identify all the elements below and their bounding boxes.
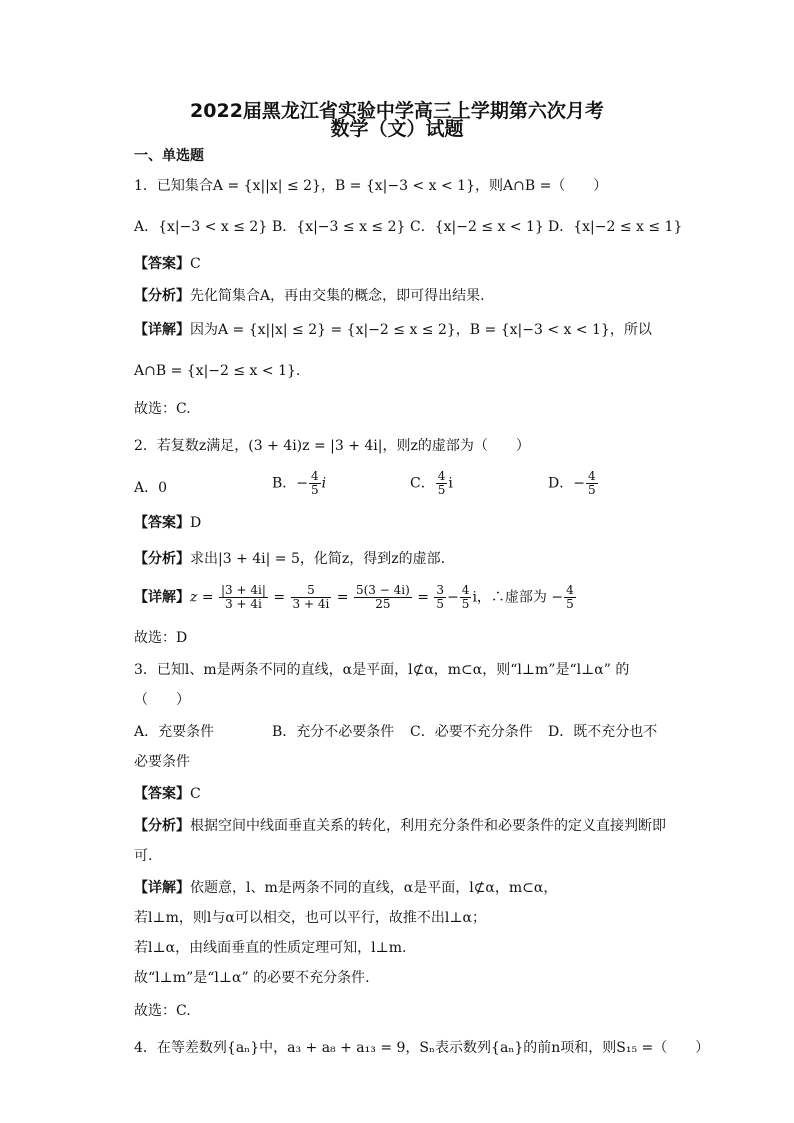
denominator: 5 [566,597,574,611]
q1-option-b: B．{x|−3 ≤ x ≤ 2} [272,219,406,235]
answer-value: C [190,786,201,802]
numerator: 5(3 − 4i) [355,583,410,597]
detail-text: 依题意，l、m是两条不同的直线，α是平面，l⊄α，m⊂α， [190,880,558,896]
analysis-text: 求出|3 + 4i| = 5，化简z，得到z的虚部. [190,551,446,567]
denominator: 5 [436,597,445,611]
q3-option-c: C．必要不充分条件 [410,724,533,740]
q2-answer [134,513,674,533]
q3-option-b: B．充分不必要条件 [272,724,395,740]
q3-analysis [134,816,674,836]
answer-value: C [190,256,201,272]
q3-option-a: A．充要条件 [134,724,215,740]
q1-answer [134,254,674,274]
fraction [291,584,332,611]
numerator: 4 [311,469,319,483]
denominator: 3 + 4i [292,597,330,611]
q2-stem: 2．若复数z满足，(3 + 4i)z = |3 + 4i|，则z的虚部为（ ） [134,438,530,454]
fraction [354,584,412,611]
q2-detail [134,584,674,618]
denominator: 5 [461,597,470,611]
detail-label: 【详解】 [134,589,190,606]
fraction [309,470,321,497]
q3-analysis-cont: 可. [134,848,153,864]
math-text: z = [190,589,214,606]
q3-detail-2: 若l⊥m，则l与α可以相交，也可以平行，故推不出l⊥α； [134,910,486,926]
option-prefix: C． [410,475,435,492]
q3-stem: 3．已知l、m是两条不同的直线，α是平面，l⊄α，m⊂α，则“l⊥m”是“l⊥α” 的 [134,662,630,678]
answer-value: D [190,515,202,531]
q3-option-d: D．既不充分也不 [548,724,658,740]
exam-subtitle: 数学（文）试题 [330,118,464,140]
q2-conclusion: 故选：D [134,630,188,646]
q2-option-c [410,470,453,497]
q3-detail-3: 若l⊥α，由线面垂直的性质定理可知，l⊥m. [134,940,407,956]
numerator: |3 + 4i| [221,583,266,597]
answer-label: 【答案】 [134,786,190,802]
fraction [460,584,472,611]
option-suffix: i [448,475,453,492]
numerator: 4 [566,583,574,597]
fraction [586,470,598,497]
q1-option-c: C．{x|−2 ≤ x < 1} [410,219,544,235]
fraction [564,584,576,611]
analysis-label: 【分析】 [134,551,190,567]
q1-conclusion: 故选：C. [134,401,191,417]
q2-analysis [134,549,674,569]
denominator: 5 [587,483,596,497]
option-prefix: B．− [272,475,309,492]
math-text: − [447,589,459,606]
numerator: 4 [461,583,470,597]
denominator: 5 [437,483,446,497]
math-text: = [336,589,349,606]
fraction [436,470,448,497]
fraction [434,584,446,611]
q4-stem: 4．在等差数列{aₙ}中，a₃ + a₈ + a₁₃ = 9，Sₙ表示数列{aₙ}的前n项和，则S₁₅ =（ ） [134,1040,710,1056]
numerator: 4 [587,469,596,483]
answer-label: 【答案】 [134,515,190,531]
q3-answer [134,784,674,804]
q1-analysis [134,286,674,306]
q1-detail [134,320,674,340]
q1-option-d: D．{x|−2 ≤ x ≤ 1} [548,219,683,235]
q2-option-a: A．0 [134,480,168,496]
option-suffix: i [321,475,327,492]
numerator: 5 [291,584,332,598]
analysis-text: 先化简集合A，再由交集的概念，即可得出结果. [190,288,485,304]
numerator: 4 [437,469,446,483]
q1-detail-cont: A∩B = {x|−2 ≤ x < 1}. [134,363,301,379]
q2-option-b [272,470,326,497]
q1-option-a: A．{x|−3 < x ≤ 2} [134,219,268,235]
analysis-text: 根据空间中线面垂直关系的转化，利用充分条件和必要条件的定义直接判断即 [190,818,666,834]
denominator: 5 [311,483,319,497]
section-heading: 一、单选题 [134,148,204,164]
analysis-label: 【分析】 [134,288,190,304]
detail-label: 【详解】 [134,880,190,896]
analysis-label: 【分析】 [134,818,190,834]
numerator: 3 [436,583,445,597]
q1-stem: 1．已知集合A = {x||x| ≤ 2}，B = {x|−3 < x < 1}，则A∩B =（ ） [134,178,608,194]
q3-detail-4: 故“l⊥m”是“l⊥α” 的必要不充分条件. [134,970,370,986]
math-text: = [417,589,429,606]
denominator: 3 + 4i [225,597,262,611]
q3-detail [134,878,674,898]
detail-label: 【详解】 [134,322,190,338]
exam-title: 2022届黑龙江省实验中学高三上学期第六次月考 [190,100,604,122]
fraction [219,584,268,611]
denominator: 25 [375,597,391,611]
detail-text: 因为A = {x||x| ≤ 2} = {x|−2 ≤ x ≤ 2}，B = {x|−3 < x < 1}，所以 [190,322,652,338]
q3-conclusion: 故选：C. [134,1003,191,1019]
q2-option-d [548,470,599,497]
option-prefix: D．− [548,475,585,492]
math-text: = [273,589,286,606]
answer-label: 【答案】 [134,256,190,272]
q3-option-d-cont: 必要条件 [134,754,190,770]
math-text: i，∴虚部为 − [472,589,564,606]
q3-stem-cont: （ ） [134,692,190,708]
